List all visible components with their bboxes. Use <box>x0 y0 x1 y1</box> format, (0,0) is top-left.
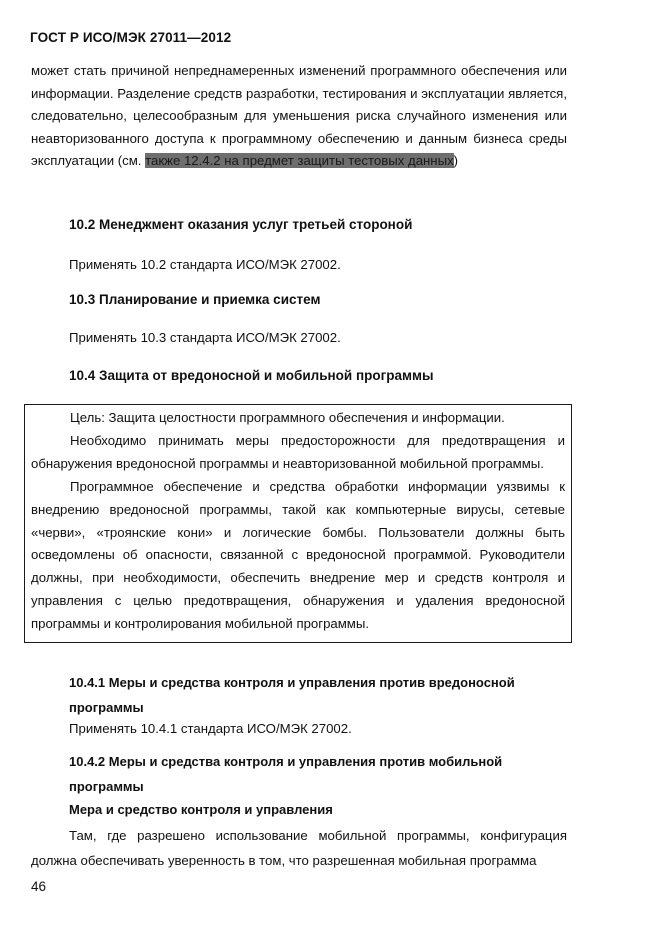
section-10-3-text: Применять 10.3 стандарта ИСО/МЭК 27002. <box>69 330 341 345</box>
document-header: ГОСТ Р ИСО/МЭК 27011—2012 <box>30 30 232 45</box>
intro-text-end: ) <box>453 153 459 169</box>
section-10-4-1-title: 10.4.1 Меры и средства контроля и управления против вредоносной программы <box>69 675 515 715</box>
section-10-4-2-text: Там, где разрешено использование мобильной программы, конфигурация должна обеспечивать уверенность в том, что разрешенная мобильная программа <box>31 828 567 868</box>
section-10-2-text: Применять 10.2 стандарта ИСО/МЭК 27002. <box>69 257 341 272</box>
section-10-4-1-text: Применять 10.4.1 стандарта ИСО/МЭК 27002. <box>69 721 352 736</box>
objective-paragraph-2: Программное обеспечение и средства обработки информации уязвимы к внедрению вредоносной программы, такой как компьютерные вирусы, сетевые «черви», «троянские кони» и логические бомбы. Пользователи должны быть осведомлены об опасности, связанной с вредоносной программой. Руководители должны, при необходимости, обеспечить внедрение мер и средств контроля и управления с целью предотвращения, обнаружения и удаления вредоносной программы и контролирования мобильной программы. <box>31 478 565 632</box>
page-number: 46 <box>31 879 47 894</box>
intro-text: может стать причиной непреднамеренных изменений программного обеспечения или информации. Разделение средств разработки, тестирования и эксплуатации является, следовательно, целесообразным для уменьшения риска случайного изменения или неавторизованного доступа к программному обеспечению и данным бизнеса среды эксплуатации (см. <box>31 63 567 169</box>
highlighted-reference: также 12.4.2 на предмет защиты тестовых данных <box>145 153 454 169</box>
section-10-4-2-subtitle: Мера и средство контроля и управления <box>69 802 333 817</box>
section-10-4-2-title: 10.4.2 Меры и средства контроля и управления против мобильной программы <box>69 754 503 794</box>
section-10-4-title: 10.4 Защита от вредоносной и мобильной программы <box>69 368 434 383</box>
objective-goal: Цель: Защита целостности программного обеспечения и информации. <box>70 410 505 425</box>
intro-paragraph <box>31 60 567 173</box>
objective-paragraph-1: Необходимо принимать меры предосторожности для предотвращения и обнаружения вредоносной программы и неавторизованной мобильной программы. <box>31 432 565 471</box>
section-10-2-title: 10.2 Менеджмент оказания услуг третьей стороной <box>69 217 413 232</box>
section-10-3-title: 10.3 Планирование и приемка систем <box>69 292 321 307</box>
objective-box <box>24 404 572 643</box>
